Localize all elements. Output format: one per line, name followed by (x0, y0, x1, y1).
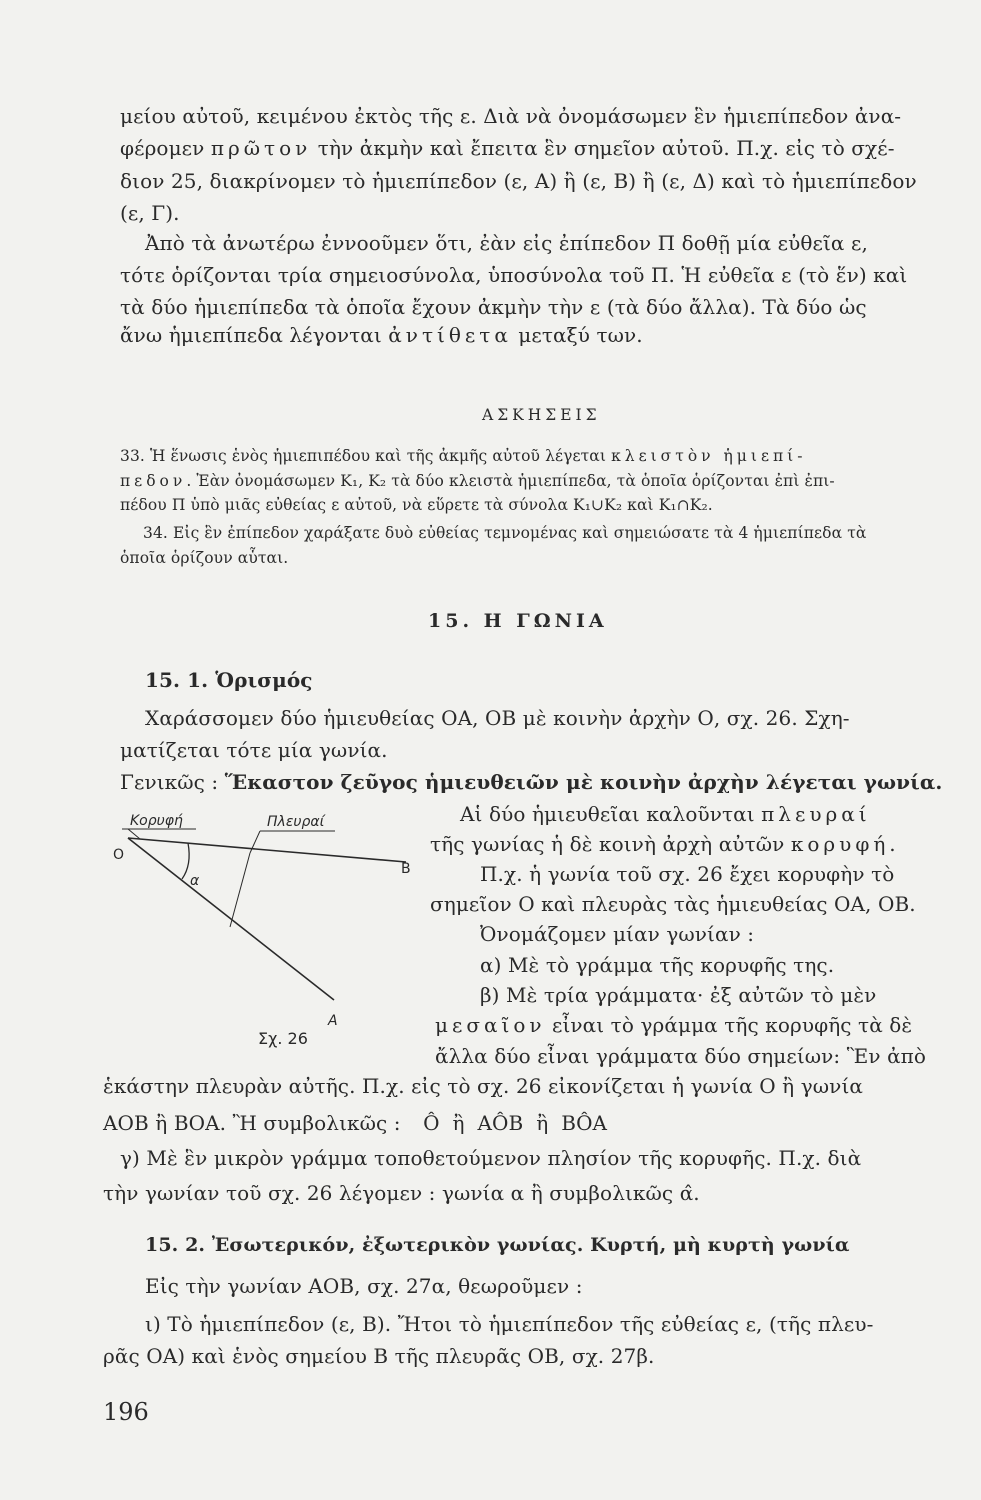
text-line: ι) Τὸ ἡμιεπίπεδον (ε, Β). Ἤτοι τὸ ἡμιεπίπεδον τῆς εὐθείας ε, (τῆς πλευ- (145, 1312, 874, 1336)
angle-symbol: α̂ (679, 1181, 694, 1205)
label-b: Β (401, 861, 411, 877)
text-line: διον 25, διακρίνομεν τὸ ἡμιεπίπεδον (ε, Α) ἢ (ε, Β) ἢ (ε, Δ) καὶ τὸ ἡμιεπίπεδον (120, 169, 917, 193)
side-ob (128, 838, 406, 862)
spaced-term: πρῶτον (210, 136, 312, 160)
text-line: Χαράσσομεν δύο ἡμιευθείας ΟΑ, ΟΒ μὲ κοινὴν ἀρχὴν Ο, σχ. 26. Σχη- (145, 706, 850, 730)
spaced-term: ἀντίθετα (388, 323, 512, 347)
text-line: Π.χ. ἡ γωνία τοῦ σχ. 26 ἔχει κορυφὴν τὸ (480, 862, 895, 886)
text-line: ρᾶς ΟΑ) καὶ ἑνὸς σημείου Β τῆς πλευρᾶς ΟΒ, σχ. 27β. (103, 1344, 655, 1368)
angle-symbol: ΑÔΒ (477, 1111, 524, 1135)
text-line: Εἰς τὴν γωνίαν ΑΟΒ, σχ. 27α, θεωροῦμεν : (145, 1274, 583, 1298)
label-sides: Πλευραί (267, 814, 325, 830)
text-line: α) Μὲ τὸ γράμμα τῆς κορυφῆς της. (480, 953, 835, 977)
text-line: τὴν γωνίαν τοῦ σχ. 26 λέγομεν : γωνία α ἢ συμβολικῶς α̂. (103, 1181, 700, 1205)
label-o: Ο (113, 847, 125, 863)
exercise-33-line: πέδου Π ὑπὸ μιᾶς εὐθείας ε αὐτοῦ, νὰ εὕρετε τὰ σύνολα Κ₁∪Κ₂ καὶ Κ₁∩Κ₂. (120, 496, 713, 514)
text-line: γ) Μὲ ἓν μικρὸν γράμμα τοποθετούμενον πλησίον τῆς κορυφῆς. Π.χ. διὰ (120, 1146, 862, 1170)
exercise-33: 33. Ἡ ἕνωσις ἑνὸς ἡμιεπιπέδου καὶ τῆς ἀκμῆς αὐτοῦ λέγεται κλειστὸν ἡμιεπί- (120, 447, 807, 465)
figure-caption: Σχ. 26 (258, 1029, 308, 1048)
text-line: φέρομεν πρῶτον τὴν ἀκμὴν καὶ ἔπειτα ἓν σημεῖον αὐτοῦ. Π.χ. εἰς τὸ σχέ- (120, 136, 895, 160)
text-line: τῆς γωνίας ἡ δὲ κοινὴ ἀρχὴ αὐτῶν κορυφή. (430, 832, 900, 856)
leader-side (230, 853, 250, 927)
figure-angle (110, 815, 430, 1055)
text-line: Αἱ δύο ἡμιευθεῖαι καλοῦνται πλευραί (460, 802, 871, 826)
page-number: 196 (103, 1398, 149, 1426)
angle-symbol: ΒÔΑ (561, 1111, 608, 1135)
angle-arc (182, 843, 189, 879)
text-line: β) Μὲ τρία γράμματα· ἐξ αὐτῶν τὸ μὲν (480, 983, 877, 1007)
angle-diagram (110, 815, 430, 1055)
label-alpha: α (190, 873, 200, 889)
side-oa (128, 838, 334, 1000)
label-a: Α (328, 1013, 338, 1029)
definition: Γενικῶς : Ἕκαστον ζεῦγος ἡμιευθειῶν μὲ κοινὴν ἀρχὴν λέγεται γωνία. (120, 770, 943, 794)
section-title: 15. Η ΓΩΝΙΑ (428, 610, 608, 632)
text-line: σημεῖον Ο καὶ πλευρὰς τὰς ἡμιευθείας ΟΑ, ΟΒ. (430, 892, 916, 916)
text-line: ματίζεται τότε μία γωνία. (120, 738, 388, 762)
exercise-34-line: ὁποῖα ὁρίζουν αὗται. (120, 549, 289, 567)
label-vertex: Κορυφή (130, 813, 183, 829)
angle-symbol: Ô (423, 1111, 440, 1135)
text-line: τότε ὁρίζονται τρία σημειοσύνολα, ὑποσύνολα τοῦ Π. Ἡ εὐθεῖα ε (τὸ ἕν) καὶ (120, 263, 908, 287)
exercise-34: 34. Εἰς ἓν ἐπίπεδον χαράξατε δυὸ εὐθείας τεμνομένας καὶ σημειώσατε τὰ 4 ἡμιεπίπεδα τὰ (143, 524, 867, 542)
text-line: (ε, Γ). (120, 201, 180, 225)
exercise-33-line: πεδον. Ἐὰν ὀνομάσωμεν Κ₁, Κ₂ τὰ δύο κλειστὰ ἡμιεπίπεδα, τὰ ὁποῖα ὁρίζονται ἐπὶ ἐπι- (120, 472, 835, 490)
subsection-heading: 15. 1. Ὁρισμός (145, 668, 313, 692)
text-line: ἑκάστην πλευρὰν αὐτῆς. Π.χ. εἰς τὸ σχ. 26 εἰκονίζεται ἡ γωνία Ο ἢ γωνία (103, 1074, 863, 1098)
text-line: τὰ δύο ἡμιεπίπεδα τὰ ὁποῖα ἔχουν ἀκμὴν τὴν ε (τὰ δύο ἄλλα). Τὰ δύο ὡς (120, 295, 867, 319)
text-line: Ἀπὸ τὰ ἀνωτέρω ἐννοοῦμεν ὅτι, ἐὰν εἰς ἐπίπεδον Π δοθῇ μία εὐθεῖα ε, (145, 231, 868, 255)
text-line: ἄνω ἡμιεπίπεδα λέγονται ἀντίθετα μεταξύ των. (120, 323, 643, 347)
text-line: μεσαῖον εἶναι τὸ γράμμα τῆς κορυφῆς τὰ δὲ (435, 1013, 913, 1037)
text-line: μείου αὐτοῦ, κειμένου ἐκτὸς τῆς ε. Διὰ νὰ ὀνομάσωμεν ἓν ἡμιεπίπεδον ἀνα- (120, 104, 902, 128)
exercises-heading: ΑΣΚΗΣΕΙΣ (482, 406, 601, 424)
text-line: ΑΟΒ ἢ ΒΟΑ. Ἢ συμβολικῶς : Ô ἢ ΑÔΒ ἢ ΒÔΑ (103, 1111, 608, 1135)
text-line: ἄλλα δύο εἶναι γράμματα δύο σημείων: Ἓν ἀπὸ (435, 1044, 927, 1068)
subsection-heading: 15. 2. Ἐσωτερικόν, ἐξωτερικὸν γωνίας. Κυρτή, μὴ κυρτὴ γωνία (145, 1234, 850, 1256)
text-line: Ὀνομάζομεν μίαν γωνίαν : (480, 922, 755, 946)
